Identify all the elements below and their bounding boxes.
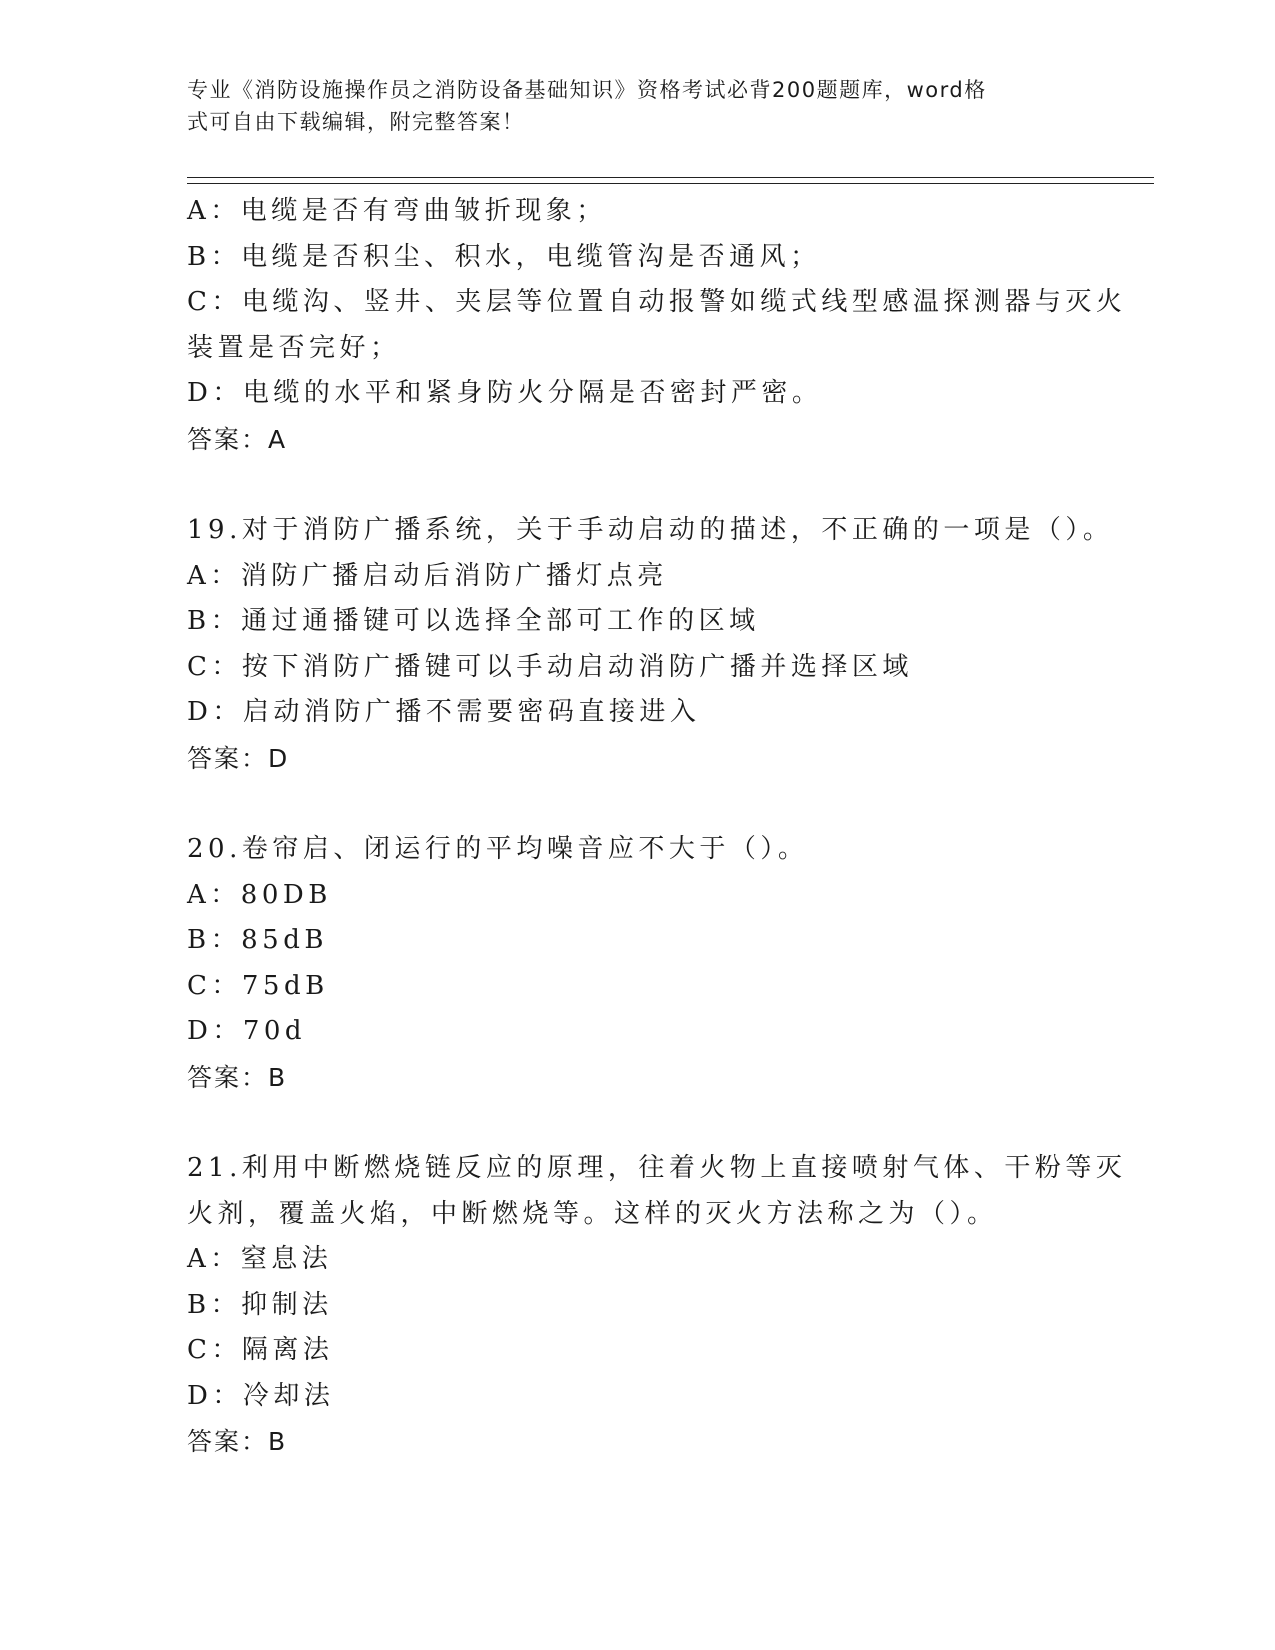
option-c: C：按下消防广播键可以手动启动消防广播并选择区域 <box>187 651 913 682</box>
question-stem: 21.利用中断燃烧链反应的原理，往着火物上直接喷射气体、干粉等灭 <box>187 1153 1127 1183</box>
option-b: B：通过通播键可以选择全部可工作的区域 <box>187 606 760 636</box>
option-d: D：启动消防广播不需要密码直接进入 <box>187 697 701 727</box>
option-a: A：消防广播启动后消防广播灯点亮 <box>187 560 668 591</box>
header-divider-top <box>187 177 1154 178</box>
answer-line: 答案：B <box>187 1062 288 1092</box>
answer-line: 答案：B <box>187 1427 288 1456</box>
spacer <box>187 1100 1087 1146</box>
answer-line: 答案：A <box>187 424 288 454</box>
option-c: C：75dB <box>187 970 329 1001</box>
option-b: B：电缆是否积尘、积水，电缆管沟是否通风； <box>187 241 821 272</box>
header-line-2: 式可自由下载编辑，附完整答案！ <box>187 110 525 134</box>
option-c-continued: 装置是否完好； <box>187 332 401 363</box>
question-19-block <box>187 508 1114 781</box>
option-b: B：抑制法 <box>187 1289 333 1320</box>
option-c: C：隔离法 <box>187 1335 334 1365</box>
question-stem-continued: 火剂，覆盖火焰，中断燃烧等。这样的灭火方法称之为（）。 <box>187 1198 998 1229</box>
option-d: D：70d <box>187 1016 307 1046</box>
answer-line: 答案：D <box>187 743 290 773</box>
question-stem: 19.对于消防广播系统，关于手动启动的描述，不正确的一项是（）。 <box>187 515 1114 545</box>
spacer <box>187 781 1087 827</box>
spacer <box>187 462 1087 508</box>
option-a: A：80DB <box>187 879 332 910</box>
question-18-block <box>187 189 1127 462</box>
question-20-block <box>187 827 1087 1100</box>
question-stem: 20.卷帘启、闭运行的平均噪音应不大于（）。 <box>187 834 809 864</box>
option-a: A：窒息法 <box>187 1244 333 1274</box>
document-header <box>187 74 1067 138</box>
header-divider-bottom <box>187 183 1154 184</box>
question-21-block <box>187 1146 1127 1465</box>
option-d: D：冷却法 <box>187 1380 335 1411</box>
option-b: B：85dB <box>187 925 328 955</box>
header-line-1: 专业《消防设施操作员之消防设备基础知识》资格考试必背200题题库，word格 <box>187 78 987 102</box>
option-c: C：电缆沟、竖井、夹层等位置自动报警如缆式线型感温探测器与灭火 <box>187 287 1127 317</box>
option-d: D：电缆的水平和紧身防火分隔是否密封严密。 <box>187 378 823 408</box>
question-list <box>187 189 1127 1465</box>
option-a: A：电缆是否有弯曲皱折现象； <box>187 196 607 226</box>
